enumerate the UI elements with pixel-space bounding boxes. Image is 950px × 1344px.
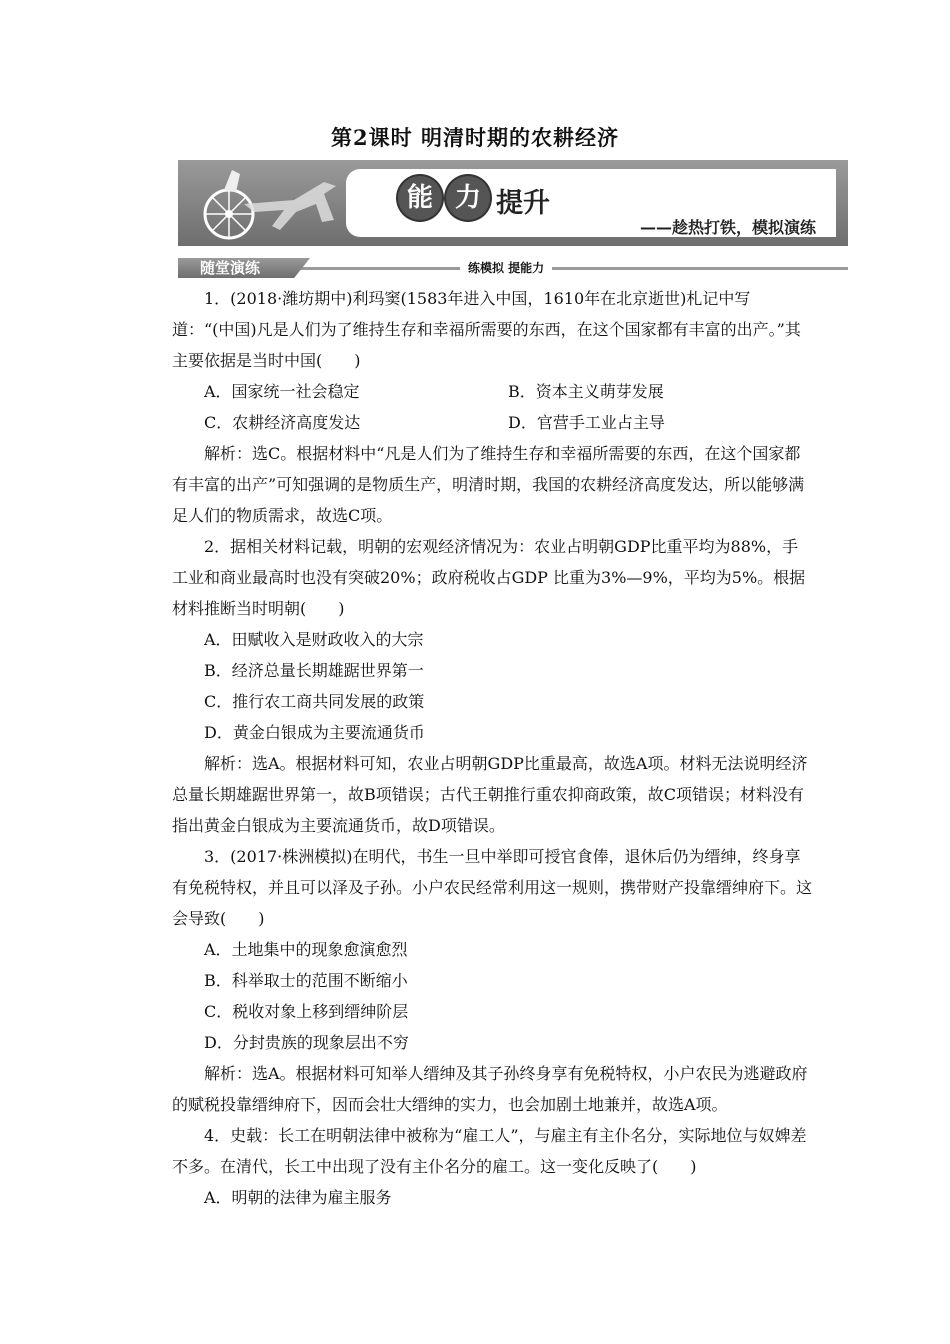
q4-stem: 4．史载：长工在明朝法律中被称为“雇工人”，与雇主有主仆名分，实际地位与奴婢差不多。在清代，长工中出现了没有主仆名分的雇工。这一变化反映了( ) bbox=[172, 1126, 807, 1176]
q2-option-c: C．推行农工商共同发展的政策 bbox=[204, 692, 425, 711]
q3-stem: 3．(2017·株洲模拟)在明代，书生一旦中举即可授官食俸，退休后仍为缙绅，终身享有免税特权，并且可以泽及子孙。小户农民经常利用这一规则，携带财产投靠缙绅府下。这会导致( ) bbox=[172, 847, 813, 928]
question-list bbox=[172, 283, 812, 1213]
q3-option-a: A．土地集中的现象愈演愈烈 bbox=[204, 940, 408, 959]
q2-option-a: A．田赋收入是财政收入的大宗 bbox=[204, 630, 424, 649]
chariot-illustration bbox=[184, 164, 344, 242]
q1-stem: 1．(2018·潍坊期中)利玛窦(1583年进入中国，1610年在北京逝世)札记中写道：“(中国)凡是人们为了维持生存和幸福所需要的东西，在这个国家都有丰富的出产。”其主要依据是当时中国( ) bbox=[172, 289, 801, 370]
ability-banner bbox=[178, 160, 848, 246]
q4-option-a: A．明朝的法律为雇主服务 bbox=[204, 1188, 392, 1207]
q1-options-row2 bbox=[172, 407, 812, 438]
page-title: 第2课时 明清时期的农耕经济 bbox=[331, 125, 619, 150]
q3-option-b: B．科举取士的范围不断缩小 bbox=[204, 971, 408, 990]
section-divider bbox=[298, 267, 848, 270]
badge-neng: 能 bbox=[398, 176, 442, 220]
q3-analysis: 解析：选A。根据材料可知举人缙绅及其子孙终身享有免税特权，小户农民为逃避政府的赋税投靠缙绅府下，因而会壮大缙绅的实力，也会加剧土地兼并，故选A项。 bbox=[172, 1064, 808, 1114]
q1-analysis: 解析：选C。根据材料中“凡是人们为了维持生存和幸福所需要的东西，在这个国家都有丰富的出产”可知强调的是物质生产，明清时期，我国的农耕经济高度发达，所以能够满足人们的物质需求，故选C项。 bbox=[172, 444, 805, 525]
q2-analysis: 解析：选A。根据材料可知，农业占明朝GDP比重最高，故选A项。材料无法说明经济总量长期雄踞世界第一，故B项错误；古代王朝推行重农抑商政策，故C项错误；材料没有指出黄金白银成为主要流通货币，故D项错误。 bbox=[172, 754, 808, 835]
badge-li: 力 bbox=[446, 176, 490, 220]
q3-option-c: C．税收对象上移到缙绅阶层 bbox=[204, 1002, 409, 1021]
banner-heading: 提升 bbox=[496, 188, 550, 219]
q1-option-c: C．农耕经济高度发达 bbox=[204, 413, 361, 432]
section-tags: 练模拟 提能力 bbox=[460, 258, 552, 278]
q2-option-d: D．黄金白银成为主要流通货币 bbox=[204, 723, 425, 742]
q2-option-b: B．经济总量长期雄踞世界第一 bbox=[204, 661, 424, 680]
section-bar bbox=[178, 258, 848, 278]
q1-options-row1 bbox=[172, 376, 812, 407]
banner-panel bbox=[346, 169, 836, 237]
section-label: 随堂演练 bbox=[200, 259, 261, 277]
banner-slogan: ——趁热打铁，模拟演练 bbox=[639, 218, 816, 237]
q1-option-a: A．国家统一社会稳定 bbox=[204, 382, 360, 401]
q1-option-b: B．资本主义萌芽发展 bbox=[508, 382, 664, 401]
q1-option-d: D．官营手工业占主导 bbox=[508, 413, 665, 432]
q2-stem: 2．据相关材料记载，明朝的宏观经济情况为：农业占明朝GDP比重平均为88%，手工业和商业最高时也没有突破20%；政府税收占GDP 比重为3%—9%，平均为5%。根据材料推断当时明朝( ) bbox=[172, 537, 806, 618]
q3-option-d: D．分封贵族的现象层出不穷 bbox=[204, 1033, 409, 1052]
